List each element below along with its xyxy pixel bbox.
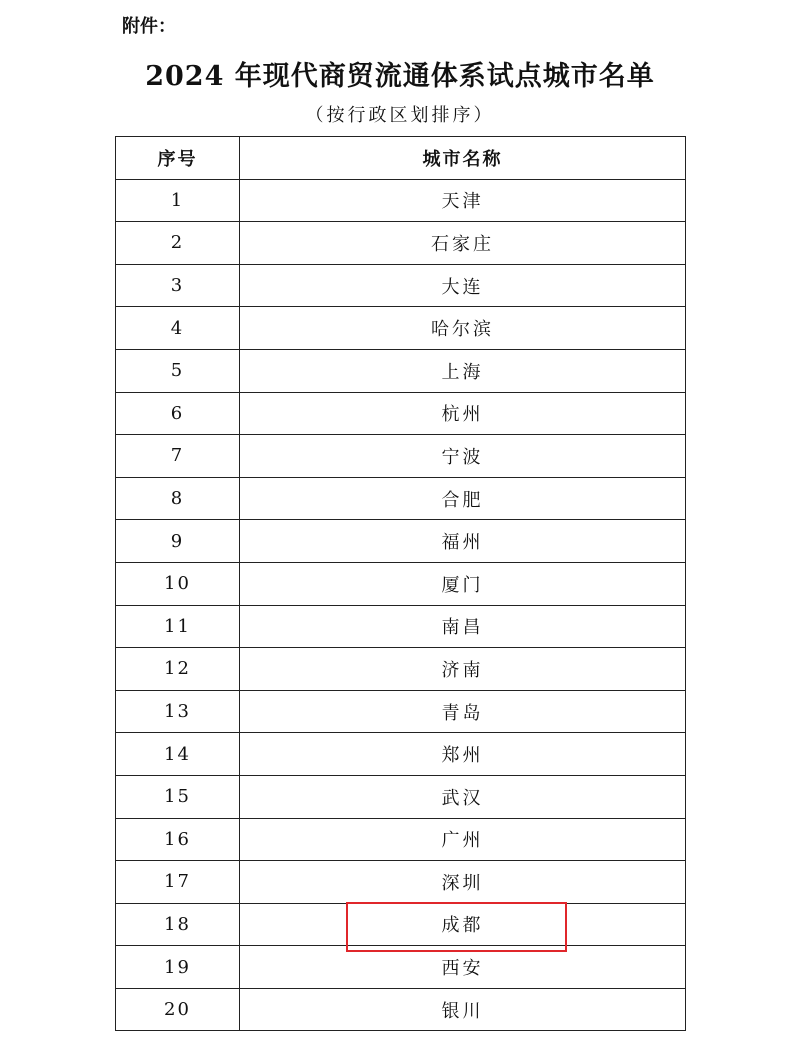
row-number: 14 [116, 733, 240, 776]
header-city-name: 城市名称 [240, 137, 686, 180]
header-serial-number: 序号 [116, 137, 240, 180]
page-subtitle: （按行政区划排序） [305, 105, 495, 126]
table-row [116, 818, 686, 861]
row-number: 15 [116, 775, 240, 818]
row-number: 7 [116, 435, 240, 478]
row-city: 济南 [240, 648, 686, 691]
table-row [116, 477, 686, 520]
row-city: 西安 [240, 946, 686, 989]
table-header-row [116, 137, 686, 180]
row-city: 天津 [240, 179, 686, 222]
table-row [116, 690, 686, 733]
table-row [116, 349, 686, 392]
table-row [116, 307, 686, 350]
row-city: 杭州 [240, 392, 686, 435]
table-row [116, 733, 686, 776]
row-number: 12 [116, 648, 240, 691]
table-row [116, 179, 686, 222]
table-row [116, 605, 686, 648]
row-city: 成都 [240, 903, 686, 946]
row-city: 银川 [240, 988, 686, 1031]
table-row [116, 903, 686, 946]
table-row [116, 648, 686, 691]
row-number: 5 [116, 349, 240, 392]
row-city: 宁波 [240, 435, 686, 478]
page-title: 2024 年现代商贸流通体系试点城市名单 [145, 61, 655, 92]
row-city: 大连 [240, 264, 686, 307]
row-city: 福州 [240, 520, 686, 563]
row-number: 8 [116, 477, 240, 520]
attachment-label: 附件： [122, 16, 176, 37]
row-city: 南昌 [240, 605, 686, 648]
table-row [116, 392, 686, 435]
row-number: 11 [116, 605, 240, 648]
row-city: 广州 [240, 818, 686, 861]
row-city: 哈尔滨 [240, 307, 686, 350]
row-city: 武汉 [240, 775, 686, 818]
table-row [116, 946, 686, 989]
row-number: 16 [116, 818, 240, 861]
row-number: 6 [116, 392, 240, 435]
table-row [116, 222, 686, 265]
row-number: 9 [116, 520, 240, 563]
table-row [116, 520, 686, 563]
row-number: 2 [116, 222, 240, 265]
row-number: 18 [116, 903, 240, 946]
row-city: 上海 [240, 349, 686, 392]
row-number: 4 [116, 307, 240, 350]
table-row [116, 264, 686, 307]
table-row [116, 775, 686, 818]
row-number: 3 [116, 264, 240, 307]
row-number: 10 [116, 562, 240, 605]
table-row [116, 861, 686, 904]
row-number: 17 [116, 861, 240, 904]
table-row [116, 435, 686, 478]
row-number: 20 [116, 988, 240, 1031]
row-number: 1 [116, 179, 240, 222]
row-city: 厦门 [240, 562, 686, 605]
row-number: 13 [116, 690, 240, 733]
table-row [116, 562, 686, 605]
row-city: 郑州 [240, 733, 686, 776]
row-city: 青岛 [240, 690, 686, 733]
row-city: 石家庄 [240, 222, 686, 265]
city-list-table [115, 136, 686, 1031]
row-city: 合肥 [240, 477, 686, 520]
row-city: 深圳 [240, 861, 686, 904]
row-number: 19 [116, 946, 240, 989]
table-row [116, 988, 686, 1031]
